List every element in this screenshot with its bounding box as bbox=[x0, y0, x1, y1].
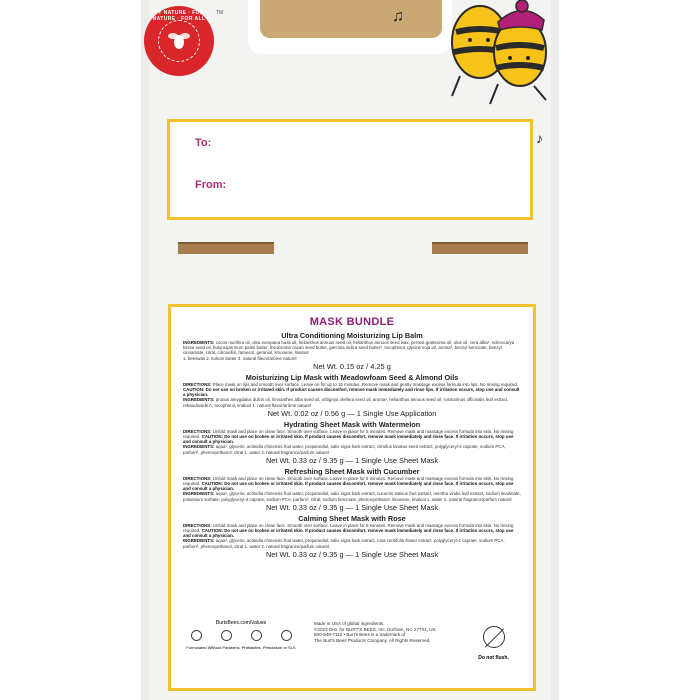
music-note-icon: ♫ bbox=[392, 8, 404, 25]
right-slot bbox=[432, 242, 528, 254]
section-lip-balm bbox=[183, 331, 521, 371]
directions-line: DIRECTIONS: Unfold mask and place on clean face. Smooth over surface. Leave in place for 5 minutes. Remove mask and massage excess formula into skin. No rinsing required. CAUTION: Do not use on broken or irritated skin. If product causes discomfort, remove mask immediately and rinse face. If irritation occurs, stop use and consult a physician. bbox=[183, 522, 514, 539]
bee-icon bbox=[251, 630, 262, 641]
directions-line: DIRECTIONS: Place mask on lips and smooth over surface. Leave on for up to 15 minutes. Remove mask and gently massage excess formula into lips. No rinsing required. CAUTION: Do not use on broken or irritated skin. If product causes discomfort, remove mask immediately and rinse lips. If irritation occurs, stop use and consult a physician. bbox=[183, 381, 520, 398]
net-weight: Net Wt. 0.02 oz / 0.56 g — 1 Single Use Application bbox=[267, 408, 437, 418]
ingredients-line: INGREDIENTS: prunus amygdalus dulcis oil, limnanthes alba seed oil, orbignya oleifera seed oil, aroma¹, helianthus annuus seed oil, rosmarinus officinalis leaf extract, rebaudioside A, tocopherol, linalool 1. natural flavor/arôme naturel bbox=[183, 397, 509, 408]
to-label: To: bbox=[195, 137, 212, 149]
directions-line: DIRECTIONS: Unfold mask and place on clean face. Smooth over surface. Leave in place for 5 minutes. Remove mask and massage excess formula into skin. No rinsing required. CAUTION: Do not use on broken or irritated skin. If product causes discomfort, remove mask immediately and rinse face. If irritation occurs, stop use and consult a physician. bbox=[183, 428, 514, 445]
section-heading: Hydrating Sheet Mask with Watermelon bbox=[283, 419, 421, 429]
footnote-line: 1. beeswax 2. kokum butter 3. natural flavor/arôme naturel bbox=[183, 355, 297, 361]
no-flush-block bbox=[466, 626, 521, 661]
leaf-icon bbox=[191, 630, 202, 641]
seal-text: BY NATURE · FOR NATURE · FOR ALL bbox=[152, 10, 206, 22]
values-block bbox=[181, 620, 301, 680]
values-url: BurtsBees.com/Values bbox=[215, 620, 267, 626]
brand-seal bbox=[144, 6, 214, 76]
ingredients-line: INGREDIENTS: aqua¹, glycerin, actinidia chinensis fruit water, propanediol, salix nigra bark extract, rosa centifolia flower extract, polyglyceryl-4 caprate, sodium PCA, parfum², phenoxyethanol, citral 1. water 2. natural fragrance/parfum naturel bbox=[183, 538, 505, 549]
gift-tag bbox=[167, 119, 533, 220]
bees-illustration bbox=[438, 0, 568, 120]
section-cucumber bbox=[183, 467, 521, 512]
section-lip-mask bbox=[183, 373, 521, 418]
label-footer bbox=[181, 620, 523, 684]
no-flush-icon bbox=[483, 626, 505, 648]
handle-cardboard bbox=[260, 0, 442, 38]
formulated-note: Formulated Without Parabens, Phthalates, Petrolatum or SLS bbox=[186, 645, 296, 650]
ingredients-line: INGREDIENTS: cocos nucifera oil, olea europaea husk oil, helianthus annuus seed oil, helianthus annuus seed wax, persea gratissima oil, olus oil, cera alba¹, sclerocarya birrea seed oil, butyrospermum parkii butter, theobroma cacao seed butter, garcinia indica seed butter², tocopherol, glycine soja oil, aroma³, benzyl benzoate, benzyl cinnamate, citral, citronellol, farnesol, geraniol, limonene, linalool bbox=[183, 340, 515, 356]
recycle-icon bbox=[221, 630, 232, 641]
seal-trademark: TM bbox=[216, 10, 224, 16]
section-watermelon bbox=[183, 420, 521, 465]
net-weight: Net Wt. 0.33 oz / 9.35 g — 1 Single Use Sheet Mask bbox=[265, 455, 439, 465]
section-heading: Ultra Conditioning Moisturizing Lip Balm bbox=[281, 331, 423, 340]
panel-title: MASK BUNDLE bbox=[309, 316, 395, 328]
directions-line: DIRECTIONS: Unfold mask and place on clean face. Smooth over surface. Leave in place for 5 minutes. Remove mask and massage excess formula into skin. No rinsing required. CAUTION: Do not use on broken or irritated skin. If product causes discomfort, remove mask immediately and rinse face. If irritation occurs, stop use and consult a physician. bbox=[183, 475, 514, 492]
from-label: From: bbox=[195, 179, 227, 191]
ingredients-line: INGREDIENTS: aqua¹, glycerin, actinidia chinensis fruit water, propanediol, salix nigra bark extract, citrullus lanatus seed extract, polyglyceryl-4 caprate, sodium PCA, parfum², phenoxyethanol, citral 1. water 2. natural fragrance/parfum naturel bbox=[183, 444, 506, 455]
music-note-icon: ♪ bbox=[536, 130, 543, 146]
section-heading: Moisturizing Lip Mask with Meadowfoam Seed & Almond Oils bbox=[245, 372, 459, 382]
ingredients-line: INGREDIENTS: aqua¹, glycerin, actinidia chinensis fruit water, propanediol, salix nigra bark extract, cucumis sativus fruit extract, mentha viridis leaf extract, sodium levulinate, potassium sorbate, polyglyceryl-4 caprate, sodium PCA, parfum², citral, sodium benzoate, phenoxyethanol, limonene, linalool 1. water 2. natural fragrance/parfum naturel bbox=[183, 491, 521, 502]
section-heading: Calming Sheet Mask with Rose bbox=[298, 513, 406, 523]
net-weight: Net Wt. 0.33 oz / 9.35 g — 1 Single Use Sheet Mask bbox=[265, 502, 439, 512]
left-slot bbox=[178, 242, 274, 254]
no-flush-text: Do not flush. bbox=[478, 655, 509, 661]
company-info: Made in USA of global ingredients. ©2023 Dist. for BURT'S BEES, Inc. Durham, NC 27701, US 800-849-7112 • Burt's Bees is a trademark of The Burt's Bees Products Company. All Rights Reserved. bbox=[314, 621, 436, 643]
people-icon bbox=[281, 630, 292, 641]
net-weight: Net Wt. 0.15 oz / 4.25 g bbox=[313, 361, 391, 371]
section-heading: Refreshing Sheet Mask with Cucumber bbox=[284, 466, 420, 476]
section-rose bbox=[183, 514, 521, 559]
net-weight: Net Wt. 0.33 oz / 9.35 g — 1 Single Use Sheet Mask bbox=[265, 549, 439, 559]
